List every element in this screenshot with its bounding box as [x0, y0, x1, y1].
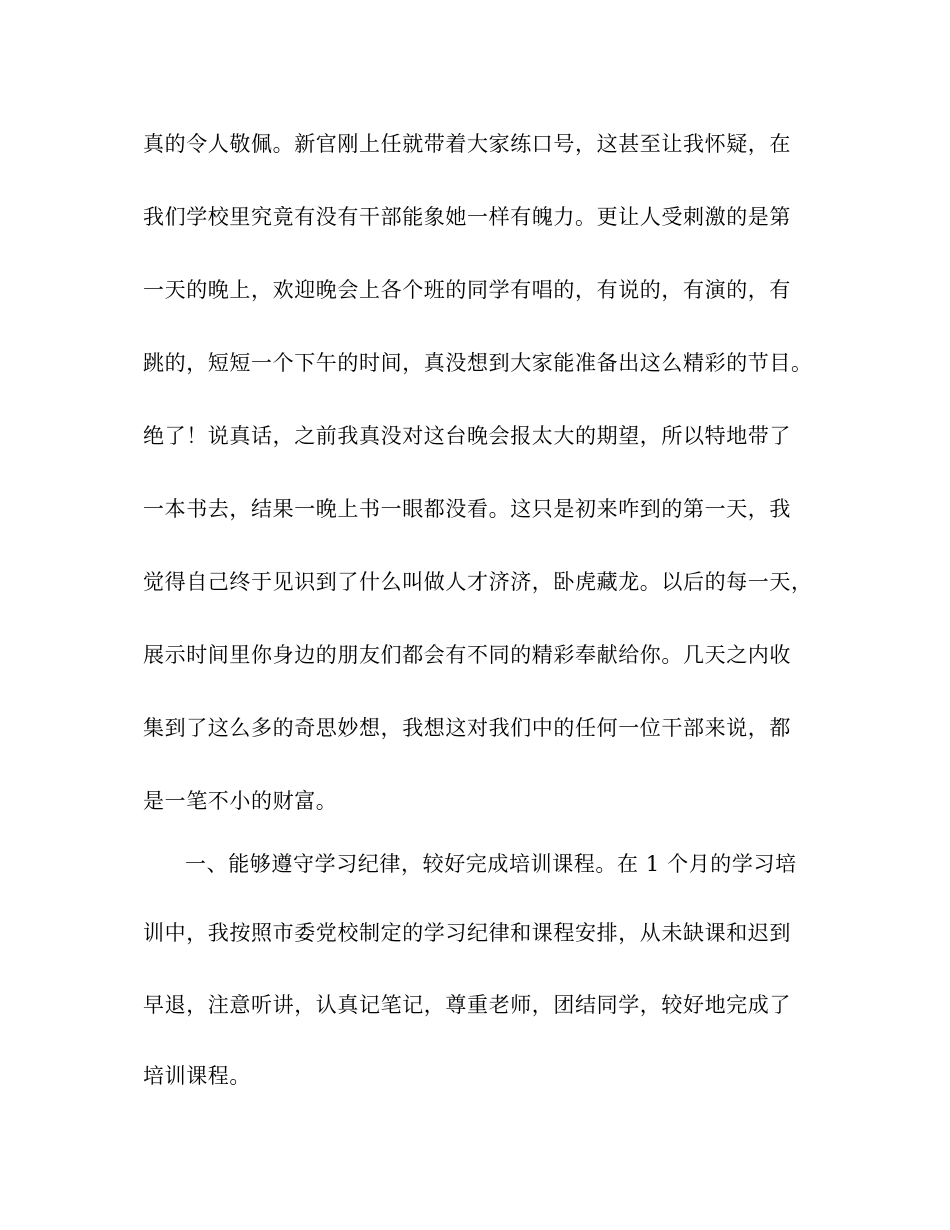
- text-line: 早退，注意听讲，认真记笔记，尊重老师，团结同学，较好地完成了: [143, 993, 791, 1017]
- text-line: 觉得自己终于见识到了什么叫做人才济济，卧虎藏龙。以后的每一天，: [143, 570, 813, 594]
- text-line: 一天的晚上，欢迎晚会上各个班的同学有唱的，有说的，有演的，有: [143, 278, 791, 302]
- text-line: 绝了！说真话，之前我真没对这台晚会报太大的期望，所以特地带了: [143, 424, 791, 448]
- text-line: 训中，我按照市委党校制定的学习纪律和课程安排，从未缺课和迟到: [143, 921, 791, 945]
- text-line: 我们学校里究竟有没有干部能象她一样有魄力。更让人受刺激的是第: [143, 205, 791, 229]
- text-line: 展示时间里你身边的朋友们都会有不同的精彩奉献给你。几天之内收: [143, 643, 791, 667]
- text-line: 培训课程。: [143, 1064, 251, 1088]
- text-line: 跳的，短短一个下午的时间，真没想到大家能准备出这么精彩的节目。: [143, 351, 813, 375]
- text-line: 真的令人敬佩。新官刚上任就带着大家练口号，这甚至让我怀疑，在: [143, 132, 791, 156]
- paragraph-first-line: 一、能够遵守学习纪律，较好完成培训课程。在 1 个月的学习培: [185, 852, 797, 876]
- text-line: 是一笔不小的财富。: [143, 789, 338, 813]
- text-line: 一本书去，结果一晚上书一眼都没看。这只是初来咋到的第一天，我: [143, 497, 791, 521]
- text-line: 集到了这么多的奇思妙想，我想这对我们中的任何一位干部来说，都: [143, 716, 791, 740]
